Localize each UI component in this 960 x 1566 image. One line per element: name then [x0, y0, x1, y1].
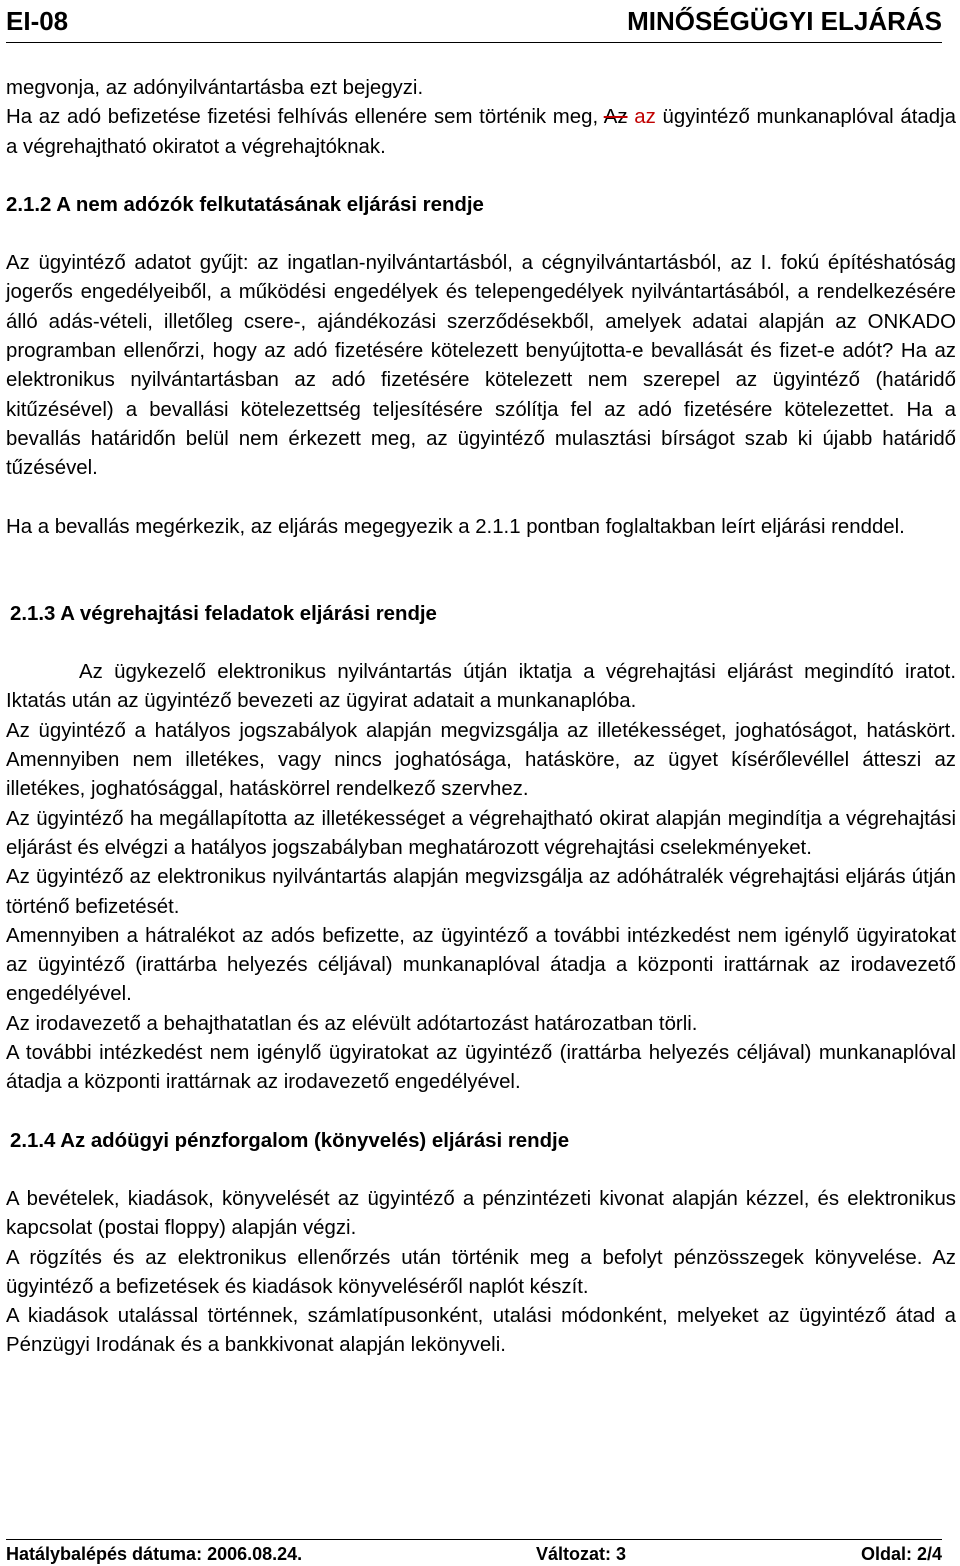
- deleted-text: Az: [603, 106, 628, 129]
- section-214-paragraph-2: A rögzítés és az elektronikus ellenőrzés után történik meg a befolyt pénzösszegek könyvelése. Az ügyintéző a befizetések és kiadások könyveléséről naplót készít.: [6, 1246, 956, 1298]
- document-body: [6, 74, 956, 1361]
- section-214-paragraph-1: A bevételek, kiadások, könyvelését az ügyintéző a pénzintézeti kivonat alapján kézzel, és elektronikus kapcsolat (postai floppy) alapján végzi.: [6, 1187, 956, 1240]
- section-214-paragraph-3: A kiadások utalással történnek, számlatípusonként, utalási módonként, melyeket az ügyintéző átad a Pénzügyi Irodának és a bankkivonat alapján lekönyveli.: [6, 1305, 956, 1357]
- section-heading-212: 2.1.2 A nem adózók felkutatásának eljárási rendje: [6, 193, 484, 216]
- inserted-text: az: [634, 106, 656, 129]
- section-213-paragraph-2: Az ügyintéző a hatályos jogszabályok alapján megvizsgálja az illetékességet, joghatóságot, hatáskört. Amennyiben nem illetékes, vagy nincs joghatósága, hatásköre, az ügyet kísérőlevéllel átteszi az illetékes, joghatósággal, hatáskörrel rendelkező szervhez.: [6, 719, 956, 801]
- effective-date: Hatálybalépés dátuma: 2006.08.24.: [6, 1544, 303, 1564]
- document-type: MINŐSÉGÜGYI ELJÁRÁS: [627, 6, 942, 36]
- section-213-paragraph-4: Az ügyintéző az elektronikus nyilvántartás alapján megvizsgálja az adóhátralék végrehajtási eljárás útján történő befizetését.: [6, 866, 956, 918]
- document-code: EI-08: [6, 6, 69, 36]
- intro-paragraph: [6, 103, 956, 162]
- page-number: Oldal: 2/4: [860, 1544, 942, 1564]
- section-212-paragraph-2: Ha a bevallás megérkezik, az eljárás megegyezik a 2.1.1 pontban foglaltakban leírt eljárási renddel.: [6, 515, 905, 538]
- section-213-paragraph-7: A további intézkedést nem igénylő ügyiratokat az ügyintéző (irattárba helyezés céljával) munkanaplóval átadja a központi irattárnak az irodavezető engedélyével.: [6, 1042, 956, 1094]
- section-213-paragraph-3: Az ügyintéző ha megállapította az illetékességet a végrehajtható okirat alapján megindítja a végrehajtási eljárást és elvégzi a hatályos jogszabályban meghatározott végrehajtási cselekményeket.: [6, 807, 956, 859]
- section-213-paragraph-5: Amennyiben a hátralékot az adós befizette, az ügyintéző a további intézkedést nem igénylő ügyiratokat az ügyintéző (irattárba helyezés céljával) munkanaplóval átadja a központi irattárnak az irodavezető engedélyével.: [6, 924, 956, 1006]
- intro-text-after: ügyintéző munkanaplóval átadja a végrehajtható okiratot a végrehajtóknak.: [6, 106, 956, 158]
- section-212-paragraph-1: Az ügyintéző adatot gyűjt: az ingatlan-nyilvántartásból, a cégnyilvántartásból, az I. fokú építéshatóság jogerős engedélyeiből, a működési engedélyek és telepengedélyek nyilvántartásából, a rendelkezésére álló adás-vételi, illetőleg csere-, ajándékozási szerződésekből, amelyek adatai alapján az ONKADO programban ellenőrzi, hogy az adó fizetésére kötelezett benyújtotta-e bevallását és fizet-e adót? Ha az elektronikus nyilvántartásban az adó fizetésére kötelezett nem szerepel az ügyintéző (határidő kitűzésével) a bevallási kötelezettség teljesítésére szólítja fel az adó fizetésére kötelezettet. Ha a bevallás határidőn belül nem érkezett meg, az ügyintéző mulasztási bírságot szab ki újabb határidő tűzésével.: [6, 252, 956, 480]
- version: Változat: 3: [536, 1544, 627, 1564]
- page-footer: [6, 1539, 942, 1564]
- intro-line: megvonja, az adónyilvántartásba ezt bejegyzi.: [6, 77, 424, 99]
- page-header: [6, 4, 942, 43]
- section-213-paragraph-6: Az irodavezető a behajthatatlan és az elévült adótartozást határozatban törli.: [6, 1012, 698, 1035]
- section-heading-213: 2.1.3 A végrehajtási feladatok eljárási rendje: [10, 602, 437, 625]
- section-heading-214: 2.1.4 Az adóügyi pénzforgalom (könyvelés) eljárási rendje: [10, 1129, 570, 1152]
- intro-text-before: Ha az adó befizetése fizetési felhívás ellenére sem történik meg,: [6, 106, 599, 129]
- section-213-paragraph-1: Az ügykezelő elektronikus nyilvántartás útján iktatja a végrehajtási eljárást megindító iratot. Iktatás után az ügyintéző bevezeti az ügyirat adatait a munkanaplóba.: [6, 661, 956, 713]
